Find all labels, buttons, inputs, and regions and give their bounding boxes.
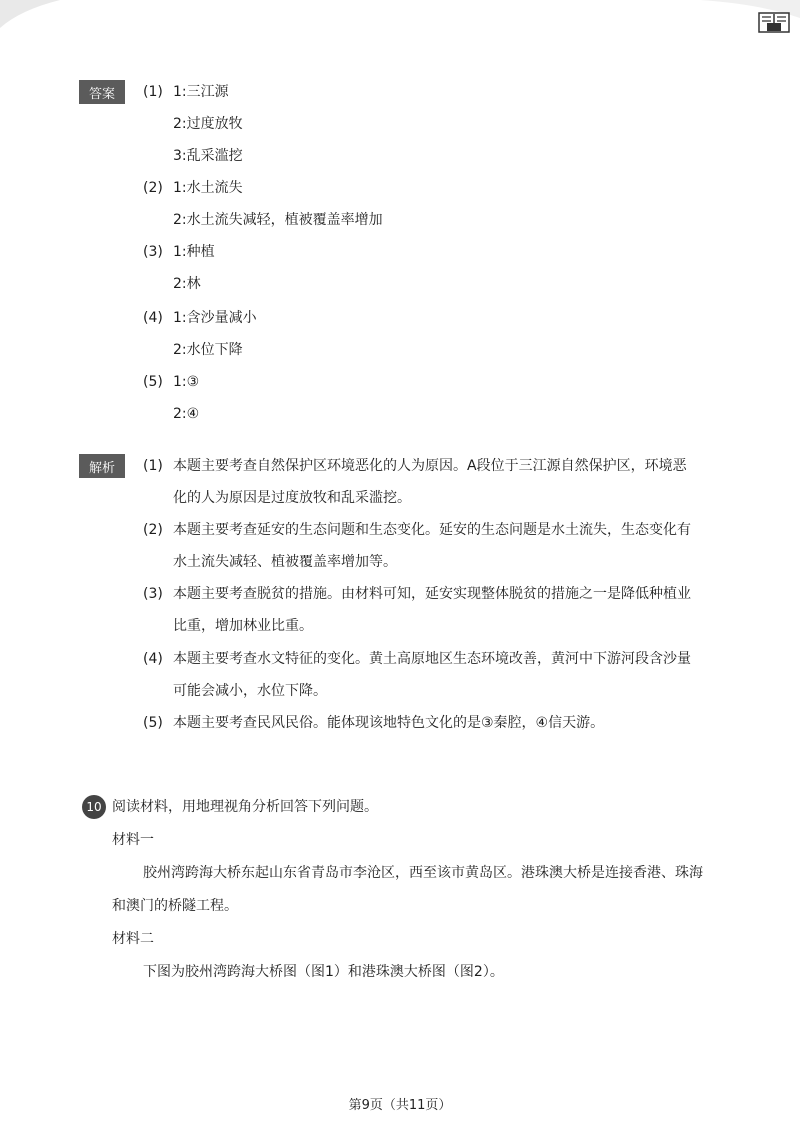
material-one-title: 材料一 <box>112 832 154 848</box>
analysis-line: 比重，增加林业比重。 <box>173 618 313 634</box>
answer-line: 2:水位下降 <box>173 342 243 358</box>
analysis-line: 可能会减小，水位下降。 <box>173 683 327 699</box>
material-one-text: 和澳门的桥隧工程。 <box>112 898 238 914</box>
analysis-number: (5) <box>143 715 163 731</box>
answer-tag: 答案 <box>79 80 125 104</box>
analysis-line: 本题主要考查自然保护区环境恶化的人为原因。A段位于三江源自然保护区，环境恶 <box>173 458 687 474</box>
analysis-number: (3) <box>143 586 163 602</box>
book-logo-icon <box>758 10 790 34</box>
answer-number: (3) <box>143 244 163 260</box>
answer-line: 2:过度放牧 <box>173 116 243 132</box>
header-decoration <box>0 0 800 40</box>
answer-line: 1:种植 <box>173 244 215 260</box>
answer-number: (1) <box>143 84 163 100</box>
page-footer: 第9页（共11页） <box>348 1098 452 1113</box>
material-one-text: 胶州湾跨海大桥东起山东省青岛市李沧区，西至该市黄岛区。港珠澳大桥是连接香港、珠海 <box>143 865 703 881</box>
answer-line: 1:含沙量减小 <box>173 310 257 326</box>
answer-number: (5) <box>143 374 163 390</box>
material-two-title: 材料二 <box>112 931 154 947</box>
analysis-line: 化的人为原因是过度放牧和乱采滥挖。 <box>173 490 411 506</box>
analysis-number: (2) <box>143 522 163 538</box>
analysis-line: 本题主要考查水文特征的变化。黄土高原地区生态环境改善，黄河中下游河段含沙量 <box>173 651 691 667</box>
answer-line: 2:④ <box>173 406 200 422</box>
analysis-tag: 解析 <box>79 454 125 478</box>
answer-line: 1:三江源 <box>173 84 229 100</box>
answer-line: 3:乱采滥挖 <box>173 148 243 164</box>
analysis-number: (1) <box>143 458 163 474</box>
question-prompt: 阅读材料，用地理视角分析回答下列问题。 <box>112 799 378 815</box>
analysis-line: 本题主要考查民风民俗。能体现该地特色文化的是③秦腔，④信天游。 <box>173 715 605 731</box>
material-two-text: 下图为胶州湾跨海大桥图（图1）和港珠澳大桥图（图2）。 <box>143 964 504 980</box>
answer-number: (2) <box>143 180 163 196</box>
answer-number: (4) <box>143 310 163 326</box>
answer-line: 1:水土流失 <box>173 180 243 196</box>
analysis-line: 本题主要考查延安的生态问题和生态变化。延安的生态问题是水土流失，生态变化有 <box>173 522 691 538</box>
answer-line: 2:林 <box>173 276 201 292</box>
answer-line: 1:③ <box>173 374 200 390</box>
answer-line: 2:水土流失减轻，植被覆盖率增加 <box>173 212 383 228</box>
analysis-line: 本题主要考查脱贫的措施。由材料可知，延安实现整体脱贫的措施之一是降低种植业 <box>173 586 691 602</box>
analysis-number: (4) <box>143 651 163 667</box>
question-number-badge: 10 <box>82 795 106 819</box>
analysis-line: 水土流失减轻、植被覆盖率增加等。 <box>173 554 397 570</box>
